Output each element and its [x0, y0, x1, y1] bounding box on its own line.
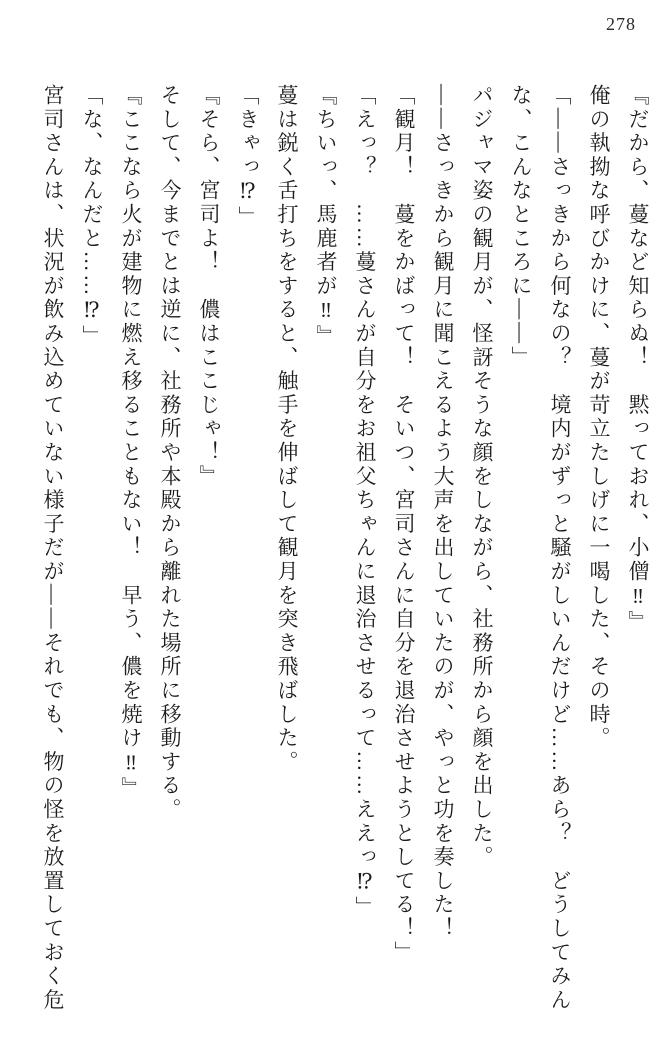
paragraph: 「観月！ 蔓をかばって！ そいつ、宮司さんに自分を退治させようとしてる！」 — [392, 84, 416, 965]
paragraph: ――さっきから観月に聞こえるよう大声を出していたのが、やっと功を奏した！ — [431, 84, 455, 941]
paragraph: 蔓は鋭く舌打ちをすると、触手を伸ばして観月を突き飛ばした。 — [275, 84, 299, 775]
paragraph: 「えっ？ ……蔓さんが自分をお祖父ちゃんに退治させるって……ええっ⁉」 — [353, 84, 377, 920]
novel-text-block — [33, 84, 657, 1014]
paragraph: 宮司さんは、状況が飲み込めていない様子だが――それでも、物の怪を放置しておく危 — [41, 84, 65, 1013]
paragraph: 俺の執拗な呼びかけに、蔓が苛立たしげに一喝した、その時。 — [587, 84, 611, 751]
paragraph: 「な、なんだと……⁉」 — [80, 84, 104, 349]
paragraph: 『ちいっ、馬鹿者が‼』 — [314, 84, 338, 349]
paragraph: パジャマ姿の観月が、怪訝そうな顔をしながら、社務所から顔を出した。 — [470, 84, 494, 870]
paragraph: 『そら、宮司よ！ 儂はここじゃ！』 — [197, 84, 221, 489]
paragraph: 「――さっきから何なの？ 境内がずっと騒がしいんだけど……あら？ どうしてみんな、こんなところに――」 — [509, 84, 572, 1013]
paragraph: 『だから、蔓など知らぬ！ 黙っておれ、小僧‼』 — [626, 84, 650, 635]
paragraph: そして、今までとは逆に、社務所や本殿から離れた場所に移動する。 — [158, 84, 182, 822]
paragraph: 『ここなら火が建物に燃え移ることもない！ 早う、儂を焼け‼』 — [119, 84, 143, 801]
paragraph: 「きゃっ⁉」 — [236, 84, 260, 230]
page-number: 278 — [606, 14, 636, 34]
